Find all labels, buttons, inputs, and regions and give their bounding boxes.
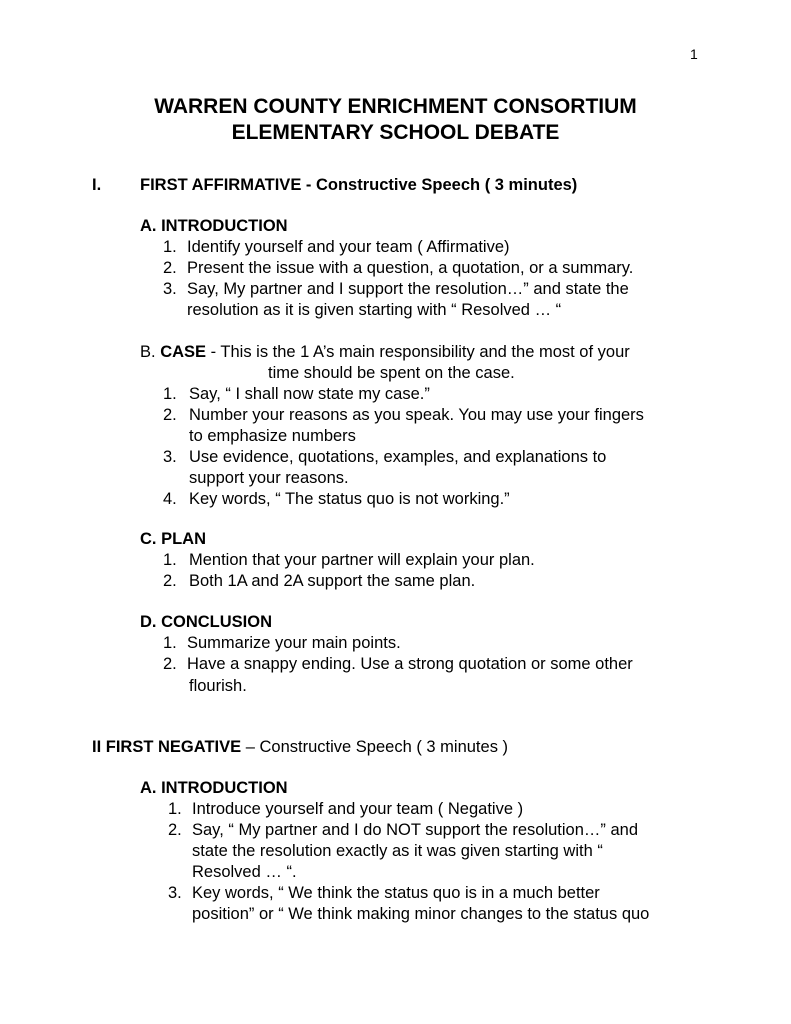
list-item-text: Say, My partner and I support the resolution…” and state the [187, 280, 629, 298]
list-item-text: Both 1A and 2A support the same plan. [189, 572, 476, 590]
list-item-text: Summarize your main points. [187, 634, 401, 652]
list-item-text: Have a snappy ending. Use a strong quotation or some other [187, 655, 633, 673]
list-item-text: to emphasize numbers [189, 427, 356, 445]
section-1d-heading: D. CONCLUSION [140, 613, 272, 631]
list-number: 1. [163, 385, 177, 403]
list-number: 2. [168, 821, 182, 839]
list-number: 2. [163, 655, 177, 673]
list-item-text: Key words, “ The status quo is not working.” [189, 490, 510, 508]
document-title-line-1: WARREN COUNTY ENRICHMENT CONSORTIUM [154, 95, 637, 118]
list-number: 3. [163, 280, 177, 298]
list-number: 4. [163, 490, 177, 508]
section-1b-label: CASE [160, 343, 207, 361]
section-1b-description-cont: time should be spent on the case. [268, 364, 515, 382]
section-1b-heading [140, 342, 630, 363]
list-item-text: Number your reasons as you speak. You may use your fingers [189, 406, 644, 424]
section-2-heading [92, 737, 508, 758]
list-number: 1. [168, 800, 182, 818]
list-item-text: Say, “ I shall now state my case.” [189, 385, 430, 403]
section-1b-prefix: B. [140, 343, 156, 361]
section-1-numeral: I. [92, 176, 102, 194]
list-number: 2. [163, 572, 177, 590]
list-item-text: Use evidence, quotations, examples, and explanations to [189, 448, 607, 466]
page-number: 1 [690, 46, 698, 62]
list-item-text: resolution as it is given starting with “ Resolved … “ [187, 301, 562, 319]
section-2-description: – Constructive Speech ( 3 minutes ) [245, 738, 509, 756]
list-item-text: position” or “ We think making minor changes to the status quo [192, 905, 650, 923]
list-number: 1. [163, 551, 177, 569]
list-number: 2. [163, 259, 177, 277]
list-item-text: Mention that your partner will explain your plan. [189, 551, 535, 569]
list-number: 3. [168, 884, 182, 902]
list-item-text: Introduce yourself and your team ( Negative ) [192, 800, 524, 818]
document-title-line-2: ELEMENTARY SCHOOL DEBATE [231, 121, 560, 144]
list-item-text: Key words, “ We think the status quo is in a much better [192, 884, 600, 902]
list-item-text: Say, “ My partner and I do NOT support the resolution…” and [192, 821, 639, 839]
list-item-text: support your reasons. [189, 469, 349, 487]
list-item-text: Identify yourself and your team ( Affirmative) [187, 238, 510, 256]
section-2-numeral: II [92, 738, 102, 756]
section-2a-heading: A. INTRODUCTION [140, 779, 288, 797]
list-number: 1. [163, 238, 177, 256]
section-1-heading: FIRST AFFIRMATIVE - Constructive Speech ( 3 minutes) [140, 176, 578, 194]
list-item-text: Present the issue with a question, a quotation, or a summary. [187, 259, 634, 277]
list-number: 1. [163, 634, 177, 652]
list-number: 2. [163, 406, 177, 424]
section-1c-heading: C. PLAN [140, 530, 206, 548]
section-1b-description: - This is the 1 A’s main responsibility and the most of your [210, 343, 630, 361]
list-item-text: state the resolution exactly as it was given starting with “ [192, 842, 603, 860]
list-item-text: flourish. [189, 677, 247, 695]
section-2-label: FIRST NEGATIVE [105, 738, 242, 756]
list-item-text: Resolved … “. [192, 863, 297, 881]
list-number: 3. [163, 448, 177, 466]
section-1a-heading: A. INTRODUCTION [140, 217, 288, 235]
